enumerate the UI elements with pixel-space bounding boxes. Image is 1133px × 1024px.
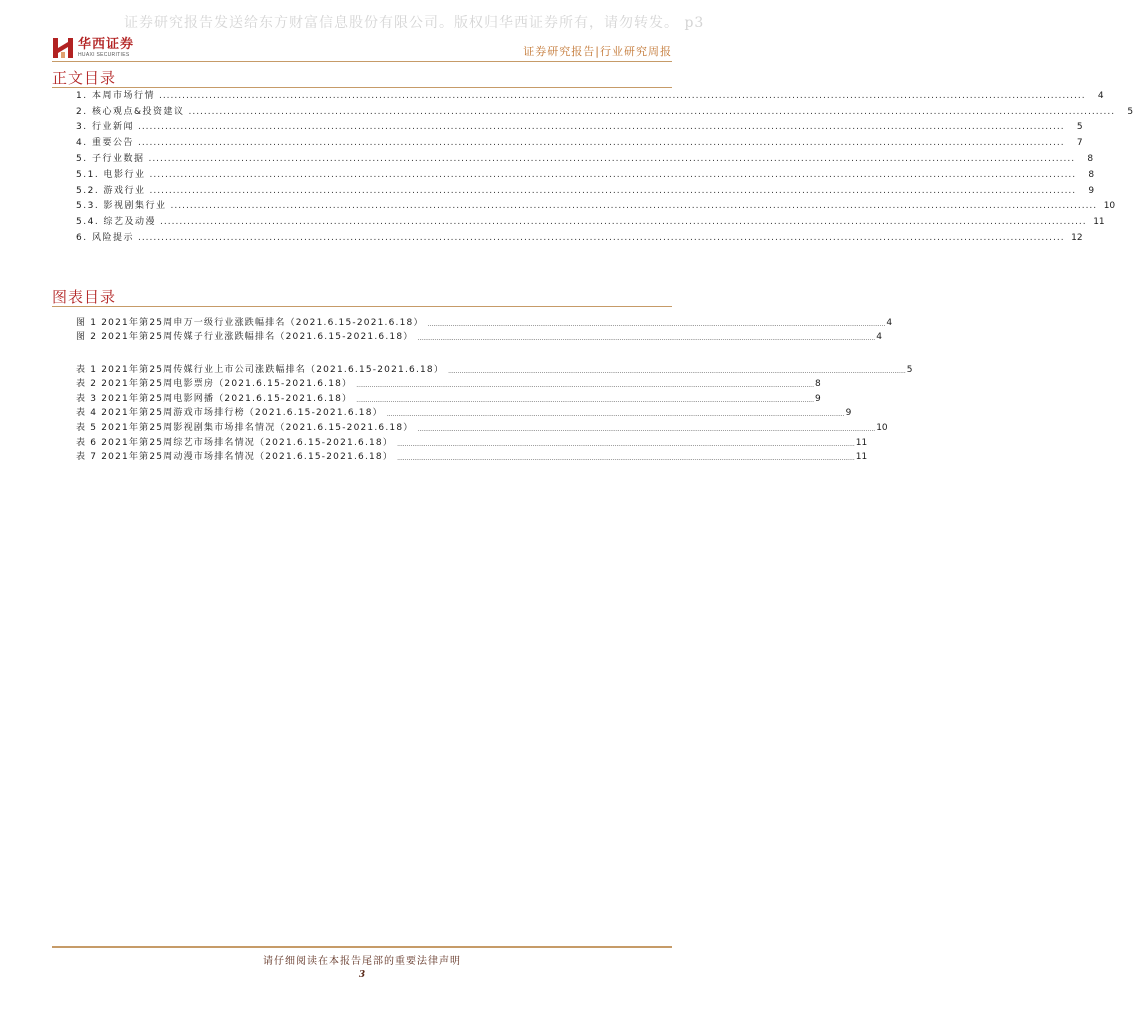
dot-leader: ................................................................................................................................................................................................................................................ (149, 185, 1077, 196)
toc-item[interactable] (76, 86, 1104, 102)
table-item[interactable] (76, 434, 868, 449)
toc-item-label: 3. 行业新闻 (76, 122, 134, 133)
dot-leader: ................................................................................................................................................................................................................................................ (137, 232, 1065, 243)
toc-item[interactable] (76, 149, 1094, 165)
dot-leader: ................................................................................................................................................................................................................................................ (417, 425, 876, 433)
logo-name-cn: 华西证券 (78, 37, 135, 52)
table-item-page: 8 (815, 379, 821, 390)
toc-item-label: 2. 核心观点&投资建议 (76, 106, 185, 117)
toc-item-label: 5.2. 游戏行业 (76, 185, 146, 196)
toc-item-label: 5.3. 影视剧集行业 (76, 201, 167, 212)
page-number: 3 (358, 970, 366, 980)
toc-item-page: 5 (1076, 122, 1083, 133)
dot-leader: ................................................................................................................................................................................................................................................ (170, 201, 1098, 212)
footer-divider (52, 946, 672, 948)
table-item[interactable] (76, 405, 852, 420)
report-type-label: 证券研究报告|行业研究周报 (523, 45, 672, 58)
table-item[interactable] (76, 390, 821, 405)
table-item-label: 表 6 2021年第25周综艺市场排名情况（2021.6.15-2021.6.18） (76, 437, 394, 448)
figure-item-page: 4 (876, 332, 882, 343)
legal-disclaimer: 请仔细阅读在本报告尾部的重要法律声明 (263, 956, 461, 967)
toc-item-page: 7 (1076, 138, 1083, 149)
dot-leader: ................................................................................................................................................................................................................................................ (427, 320, 886, 328)
table-item-page: 11 (855, 437, 868, 448)
toc-item[interactable] (76, 118, 1083, 134)
dot-leader: ................................................................................................................................................................................................................................................ (137, 122, 1065, 133)
dot-leader: ................................................................................................................................................................................................................................................ (160, 217, 1087, 228)
dot-leader: ................................................................................................................................................................................................................................................ (448, 367, 906, 375)
dot-leader: ................................................................................................................................................................................................................................................ (149, 169, 1077, 180)
toc-item-label: 5.1. 电影行业 (76, 169, 146, 180)
figure-item[interactable] (76, 329, 882, 344)
table-item-page: 9 (815, 393, 821, 404)
watermark-text: 证券研究报告发送给东方财富信息股份有限公司。版权归华西证券所有，请勿转发。 p3 (124, 15, 705, 31)
toc-item[interactable] (76, 228, 1083, 244)
table-item-page: 11 (855, 452, 868, 463)
dot-leader: ................................................................................................................................................................................................................................................ (397, 455, 855, 463)
toc-item-page: 5 (1127, 106, 1133, 117)
dot-leader: ................................................................................................................................................................................................................................................ (386, 411, 845, 419)
toc-item-page: 8 (1088, 169, 1095, 180)
toc-item-label: 1. 本周市场行情 (76, 90, 155, 101)
dot-leader: ................................................................................................................................................................................................................................................ (356, 382, 814, 390)
figure-item-label: 图 1 2021年第25周申万一级行业涨跌幅排名（2021.6.15-2021.6.18） (76, 317, 424, 328)
table-item[interactable] (76, 376, 821, 391)
toc-item[interactable] (76, 197, 1116, 213)
toc-item-page: 9 (1088, 185, 1095, 196)
table-item-label: 表 4 2021年第25周游戏市场排行榜（2021.6.15-2021.6.18） (76, 408, 383, 419)
toc-list (76, 86, 1133, 244)
figure-list (76, 314, 893, 343)
table-item-page: 9 (845, 408, 852, 419)
table-item-page: 5 (906, 364, 913, 375)
figure-item-label: 图 2 2021年第25周传媒子行业涨跌幅排名（2021.6.15-2021.6.18） (76, 332, 414, 343)
dot-leader: ................................................................................................................................................................................................................................................ (137, 138, 1065, 149)
table-item[interactable] (76, 419, 888, 434)
toc-item-page: 8 (1087, 153, 1094, 164)
table-item[interactable] (76, 361, 913, 376)
toc-item-page: 12 (1071, 232, 1083, 243)
huaxi-logo-icon (52, 36, 74, 60)
toc-item-page: 11 (1093, 217, 1105, 228)
toc-item[interactable] (76, 102, 1133, 118)
logo-name-en: HUAXI SECURITIES (78, 52, 130, 58)
table-list (76, 361, 913, 463)
toc-item-label: 5. 子行业数据 (76, 153, 145, 164)
header-divider (52, 61, 672, 62)
table-item-label: 表 1 2021年第25周传媒行业上市公司涨跌幅排名（2021.6.15-2021.6.18） (76, 364, 445, 375)
figure-item-page: 4 (886, 317, 893, 328)
toc-item[interactable] (76, 165, 1095, 181)
toc-title: 正文目录 (52, 69, 117, 87)
company-logo (52, 36, 134, 60)
toc-item[interactable] (76, 181, 1095, 197)
dot-leader: ................................................................................................................................................................................................................................................ (417, 335, 876, 343)
dot-leader: ................................................................................................................................................................................................................................................ (158, 90, 1086, 101)
table-item-label: 表 2 2021年第25周电影票房（2021.6.15-2021.6.18） (76, 379, 353, 390)
toc-item[interactable] (76, 133, 1083, 149)
toc-item-label: 5.4. 综艺及动漫 (76, 217, 157, 228)
figure-item[interactable] (76, 314, 893, 329)
table-item-label: 表 3 2021年第25周电影网播（2021.6.15-2021.6.18） (76, 393, 353, 404)
dot-leader: ................................................................................................................................................................................................................................................ (397, 440, 855, 448)
table-item[interactable] (76, 449, 868, 464)
table-item-label: 表 7 2021年第25周动漫市场排名情况（2021.6.15-2021.6.18） (76, 452, 394, 463)
dot-leader: ................................................................................................................................................................................................................................................ (148, 153, 1076, 164)
lof-title: 图表目录 (52, 288, 117, 306)
toc-item-page: 10 (1103, 201, 1116, 212)
lof-title-divider (52, 306, 672, 307)
toc-item[interactable] (76, 212, 1105, 228)
toc-item-label: 6. 风险提示 (76, 232, 134, 243)
table-item-page: 10 (876, 422, 888, 433)
table-item-label: 表 5 2021年第25周影视剧集市场排名情况（2021.6.15-2021.6.18） (76, 422, 414, 433)
dot-leader: ................................................................................................................................................................................................................................................ (356, 396, 814, 404)
dot-leader: ................................................................................................................................................................................................................................................ (188, 106, 1116, 117)
toc-item-label: 4. 重要公告 (76, 138, 134, 149)
toc-item-page: 4 (1097, 90, 1104, 101)
